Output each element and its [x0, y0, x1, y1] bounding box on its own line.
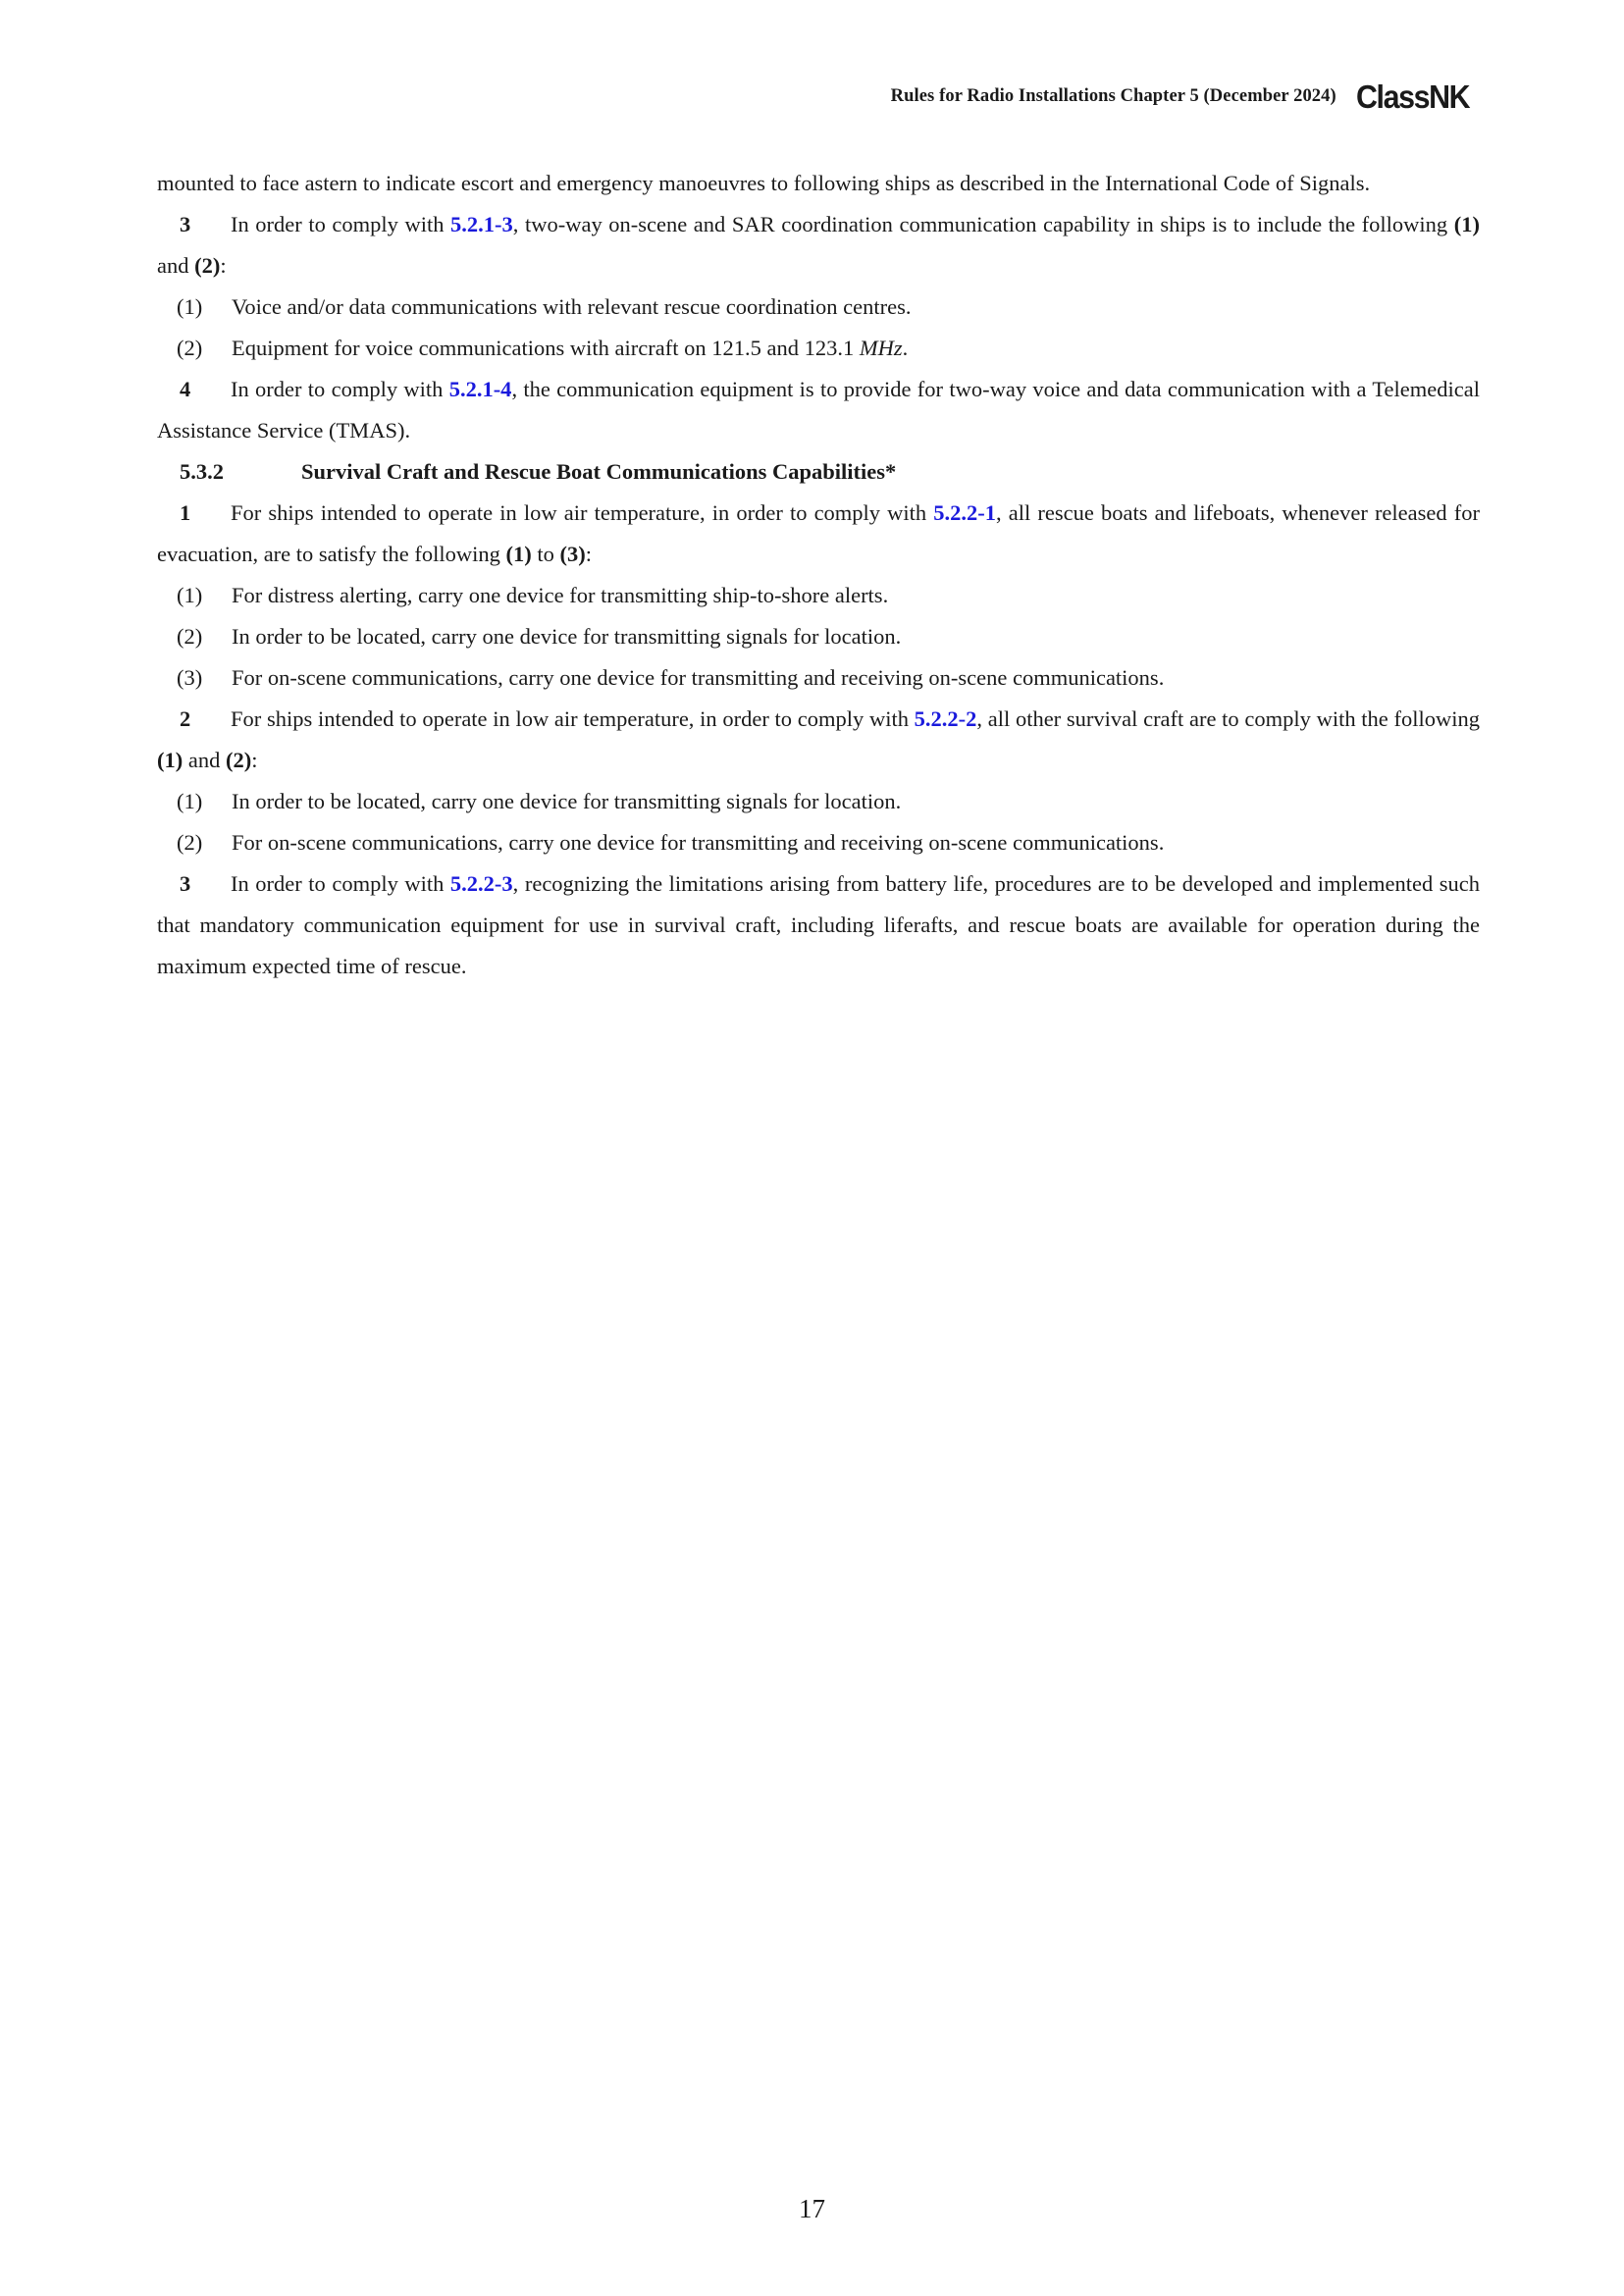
paragraph-text: to	[531, 542, 560, 566]
list-item-text: In order to be located, carry one device for transmitting signals for location.	[232, 789, 902, 813]
list-item-number: (2)	[177, 336, 203, 360]
list-item-text: For on-scene communications, carry one device for transmitting and receiving on-scene communications.	[232, 665, 1165, 690]
list-item-number: (3)	[177, 665, 203, 690]
document-body	[157, 163, 1480, 987]
list-item-text: In order to be located, carry one device for transmitting signals for location.	[232, 624, 902, 649]
header-title: Rules for Radio Installations Chapter 5 (December 2024)	[890, 86, 1336, 106]
list-item-number: (1)	[177, 789, 203, 813]
section-paragraph-3	[157, 863, 1480, 987]
paragraph-4	[157, 369, 1480, 451]
list-item-number: (2)	[177, 624, 203, 649]
list-item-text: Equipment for voice communications with aircraft on 121.5 and 123.1	[232, 336, 860, 360]
paragraph-number: 3	[180, 871, 191, 896]
paragraph-text: :	[220, 253, 227, 278]
section-paragraph-2	[157, 699, 1480, 781]
section-heading	[157, 451, 1480, 493]
list-item	[157, 657, 1480, 699]
section-number: 5.3.2	[180, 459, 224, 484]
paragraph-number: 4	[180, 377, 191, 401]
paragraph-text: and	[157, 253, 195, 278]
item-ref: (1)	[157, 748, 183, 772]
paragraph-text: For ships intended to operate in low air temperature, in order to comply with	[231, 706, 915, 731]
cross-reference-link[interactable]: 5.2.2-2	[914, 706, 977, 731]
section-paragraph-1	[157, 493, 1480, 575]
list-item	[157, 328, 1480, 369]
classnk-logo: ClassNK	[1355, 78, 1469, 115]
paragraph-number: 2	[180, 706, 191, 731]
list-item	[157, 287, 1480, 328]
list-item	[157, 575, 1480, 616]
paragraph-3	[157, 204, 1480, 287]
paragraph-text: In order to comply with	[231, 377, 449, 401]
cross-reference-link[interactable]: 5.2.1-4	[448, 377, 512, 401]
paragraph-text: For ships intended to operate in low air temperature, in order to comply with	[231, 500, 934, 525]
paragraph-number: 1	[180, 500, 191, 525]
page-header	[891, 80, 1479, 113]
item-ref: (2)	[226, 748, 252, 772]
list-item	[157, 822, 1480, 863]
continued-paragraph: mounted to face astern to indicate escort and emergency manoeuvres to following ships as described in the International Code of Signals.	[157, 171, 1371, 195]
cross-reference-link[interactable]: 5.2.2-3	[449, 871, 513, 896]
paragraph-text: , the communication equipment is to provide for two-way voice and data communication with a Telemedical Assistance Service (TMAS).	[157, 377, 1480, 443]
item-ref: (3)	[559, 542, 586, 566]
cross-reference-link[interactable]: 5.2.1-3	[450, 212, 513, 236]
paragraph-text: In order to comply with	[231, 871, 450, 896]
paragraph-number: 3	[180, 212, 191, 236]
list-item-number: (1)	[177, 583, 203, 607]
item-ref: (1)	[505, 542, 532, 566]
list-item-text: For on-scene communications, carry one device for transmitting and receiving on-scene communications.	[232, 830, 1165, 855]
list-item-number: (1)	[177, 294, 203, 319]
section-title: Survival Craft and Rescue Boat Communications Capabilities*	[301, 459, 897, 484]
item-ref: (1)	[1453, 212, 1480, 236]
paragraph-text: and	[183, 748, 226, 772]
paragraph-text: , all rescue boats and lifeboats, whenever released for evacuation, are to satisfy the following	[157, 500, 1480, 566]
list-item	[157, 616, 1480, 657]
paragraph-text: :	[585, 542, 593, 566]
paragraph-text: In order to comply with	[231, 212, 451, 236]
list-item-text: For distress alerting, carry one device for transmitting ship-to-shore alerts.	[232, 583, 889, 607]
list-item	[157, 781, 1480, 822]
paragraph-text: :	[251, 748, 258, 772]
list-item-text: .	[902, 336, 909, 360]
page-number: 17	[799, 2194, 825, 2223]
paragraph-text: , two-way on-scene and SAR coordination communication capability in ships is to include the following	[512, 212, 1454, 236]
list-item-text: Voice and/or data communications with relevant rescue coordination centres.	[232, 294, 912, 319]
list-item-number: (2)	[177, 830, 203, 855]
paragraph-text: , recognizing the limitations arising from battery life, procedures are to be developed and implemented such that mandatory communication equipment for use in survival craft, including liferafts, and rescue boats are available for operation during the maximum expected time of rescue.	[157, 871, 1480, 978]
cross-reference-link[interactable]: 5.2.2-1	[933, 500, 997, 525]
item-ref: (2)	[194, 253, 221, 278]
unit-label: MHz	[859, 336, 903, 360]
paragraph-text: , all other survival craft are to comply with the following	[976, 706, 1480, 731]
